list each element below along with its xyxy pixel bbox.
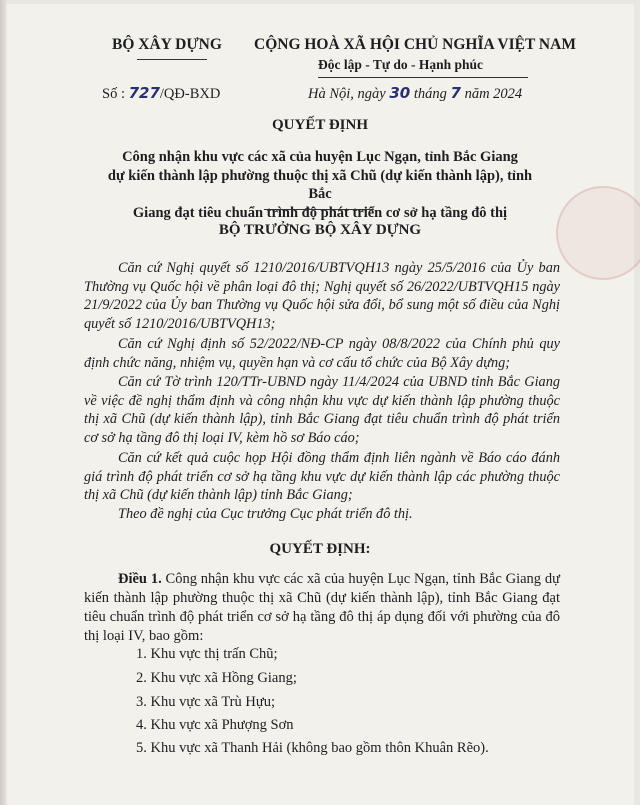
- motto-underline: [318, 77, 528, 78]
- article-1-lead: Điều 1.: [118, 571, 162, 587]
- place-and-date: [308, 84, 522, 103]
- doc-number-suffix: /QĐ-BXD: [159, 86, 221, 102]
- article-1-text: Công nhận khu vực các xã của huyện Lục Ngạn, tỉnh Bắc Giang dự kiến thành lập phường thuộc thị xã Chũ (dự kiến thành lập), tỉnh Bắc Giang đạt tiêu chuẩn trình độ phát triển cơ sở hạ tầng đô thị áp dụng đối với phường của đô thị loại IV, bao gồm:: [84, 571, 560, 644]
- subject-underline: [264, 209, 374, 210]
- subject-line: Giang đạt tiêu chuẩn trình độ phát triển cơ sở hạ tầng đô thị: [132, 204, 508, 221]
- date-day-handwritten: 30: [389, 84, 411, 102]
- doc-number-handwritten: 727: [128, 84, 160, 102]
- national-title: CỘNG HOÀ XÃ HỘI CHỦ NGHĨA VIỆT NAM: [254, 36, 576, 53]
- date-month-handwritten: 7: [450, 84, 461, 102]
- doc-number-prefix: Số :: [102, 86, 129, 102]
- date-middle: tháng: [410, 86, 451, 102]
- preamble-paragraph: Theo đề nghị của Cục trưởng Cục phát triển đô thị.: [118, 506, 413, 522]
- agency-underline: [137, 59, 207, 60]
- document-number: [102, 84, 220, 103]
- preamble-paragraph: Căn cứ Nghị quyết số 1210/2016/UBTVQH13 ngày 25/5/2016 của Ủy ban Thường vụ Quốc hội về phân loại đô thị; Nghị quyết số 26/2022/UBTVQH15 ngày 21/9/2022 của Ủy ban Thường vụ Quốc hội sửa đổi, bổ sung một số điều của Nghị quyết số 1210/2016/UBTVQH13;: [84, 260, 560, 332]
- list-item: 4. Khu vực xã Phượng Sơn: [136, 717, 294, 733]
- preamble-paragraph: Căn cứ kết quả cuộc họp Hội đồng thẩm định liên ngành về Báo cáo đánh giá trình độ phát triển cơ sở hạ tầng khu vực dự kiến thành lập các phường thuộc thị xã Chũ (dự kiến thành lập) tỉnh Bắc Giang;: [84, 450, 560, 504]
- list-item: 5. Khu vực xã Thanh Hải (không bao gồm thôn Khuân Rẽo).: [136, 740, 489, 756]
- document-subject: [100, 148, 540, 222]
- subject-line: dự kiến thành lập phường thuộc thị xã Chũ (dự kiến thành lập), tỉnh Bắc: [107, 167, 533, 202]
- document-title: QUYẾT ĐỊNH: [272, 117, 368, 133]
- list-item: 1. Khu vực thị trấn Chũ;: [136, 646, 278, 662]
- national-motto: Độc lập - Tự do - Hạnh phúc: [318, 57, 484, 72]
- preamble-paragraph: Căn cứ Nghị định số 52/2022/NĐ-CP ngày 08/8/2022 của Chính phủ quy định chức năng, nhiệm vụ, quyền hạn và cơ cấu tổ chức của Bộ Xây dựng;: [84, 336, 560, 371]
- list-item: 2. Khu vực xã Hồng Giang;: [136, 670, 297, 686]
- preamble-paragraph: Căn cứ Tờ trình 120/TTr-UBND ngày 11/4/2024 của UBND tỉnh Bắc Giang về việc đề nghị thẩm định và công nhận khu vực dự kiến thành lập phường thuộc thị xã Chũ (dự kiến thành lập), tỉnh Bắc Giang đạt tiêu chuẩn trình độ phát triển cơ sở hạ tầng đô thị loại IV, kèm hồ sơ Báo cáo;: [84, 374, 560, 446]
- signing-authority: BỘ TRƯỞNG BỘ XÂY DỰNG: [218, 222, 422, 238]
- decision-heading: QUYẾT ĐỊNH:: [269, 541, 371, 557]
- date-suffix: năm 2024: [460, 86, 523, 102]
- article-1: [84, 570, 560, 646]
- date-prefix: Hà Nội, ngày: [308, 86, 390, 102]
- issuing-agency: BỘ XÂY DỰNG: [112, 36, 222, 53]
- subject-line: Công nhận khu vực các xã của huyện Lục Ngạn, tỉnh Bắc Giang: [122, 149, 518, 165]
- list-item: 3. Khu vực xã Trù Hựu;: [136, 694, 275, 710]
